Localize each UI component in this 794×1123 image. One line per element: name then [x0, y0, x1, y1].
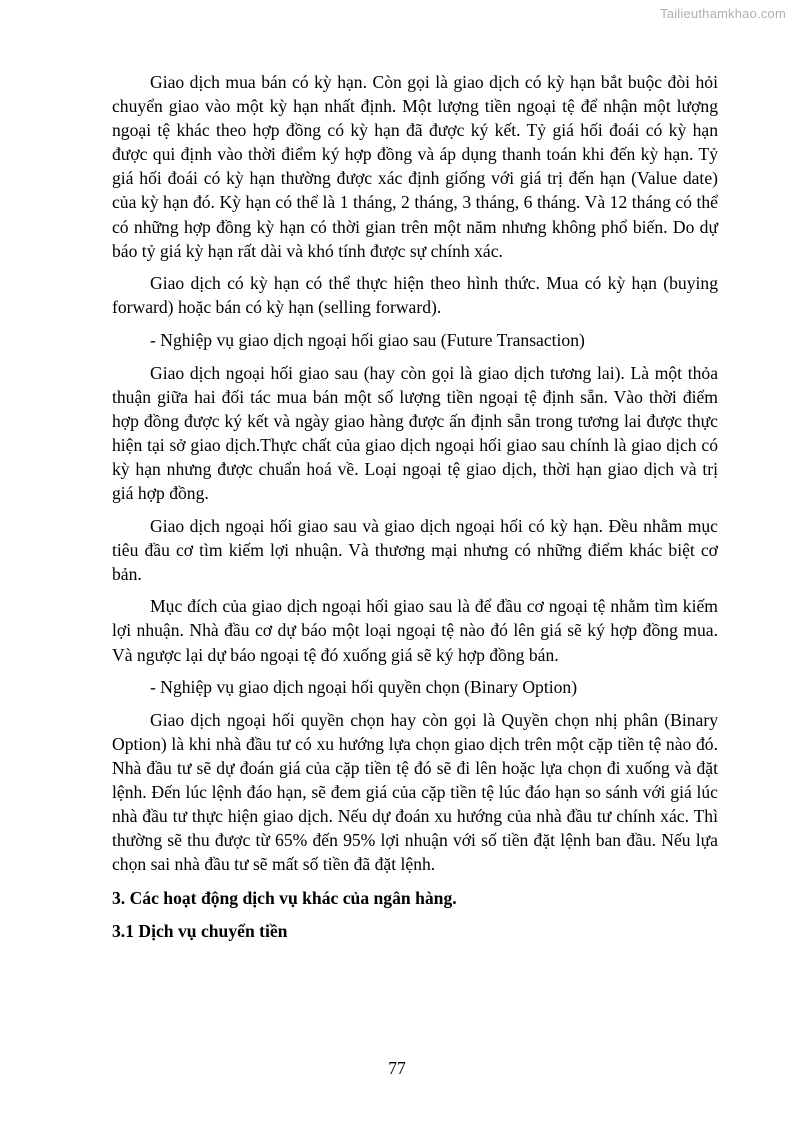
subsection-heading: 3.1 Dịch vụ chuyển tiền — [112, 921, 288, 942]
paragraph-forward-contract: Giao dịch mua bán có kỳ hạn. Còn gọi là giao dịch có kỳ hạn bắt buộc đòi hỏi chuyển giao vào một kỳ hạn nhất định. Một lượng tiền ngoại tệ để nhận một lượng ngoại tệ khác theo hợp đồng có kỳ hạn đã được ký kết. Tỷ giá hối đoái có kỳ hạn được qui định vào thời điểm ký hợp đồng và áp dụng thanh toán khi đến kỳ hạn. Tỷ giá hối đoái có kỳ hạn thường được xác định giống với giá trị đến hạn (Value date) của kỳ hạn đó. Kỳ hạn có thể là 1 tháng, 2 tháng, 3 tháng, 6 tháng. Và 12 tháng có thể có những hợp đồng kỳ hạn có thời gian trên một năm nhưng không phổ biến. Do dự báo tỷ giá kỳ hạn rất dài và khó tính được sự chính xác. — [112, 72, 718, 261]
paragraph-future-definition: Giao dịch ngoại hối giao sau (hay còn gọi là giao dịch tương lai). Là một thỏa thuận giữa hai đối tác mua bán một số lượng tiền ngoại tệ định sẵn. Vào thời điểm hợp đồng được ký kết và ngày giao hàng được ấn định sẵn trong tương lai được thực hiện tại sở giao dịch.Thực chất của giao dịch ngoại hối giao sau chính là giao dịch có kỳ hạn nhưng được chuẩn hoá về. Loại ngoại tệ giao dịch, thời hạn giao dịch và trị giá hợp đồng. — [112, 362, 718, 503]
section-heading: 3. Các hoạt động dịch vụ khác của ngân hàng. — [112, 888, 457, 909]
document-body — [112, 70, 718, 943]
bullet-future-transaction: - Nghiệp vụ giao dịch ngoại hối giao sau (Future Transaction) — [150, 329, 585, 350]
paragraph-forward-forms: Giao dịch có kỳ hạn có thể thực hiện theo hình thức. Mua có kỳ hạn (buying forward) hoặc bán có kỳ hạn (selling forward). — [112, 273, 718, 318]
watermark: Tailieuthamkhao.com — [660, 6, 786, 21]
page-number: 77 — [388, 1058, 406, 1078]
paragraph-future-purpose: Mục đích của giao dịch ngoại hối giao sau là để đầu cơ ngoại tệ nhằm tìm kiếm lợi nhuận. Nhà đầu cơ dự báo một loại ngoại tệ nào đó lên giá sẽ ký hợp đồng mua. Và ngược lại dự báo ngoại tệ đó xuống giá sẽ ký hợp đồng bán. — [112, 596, 718, 665]
paragraph-binary-option: Giao dịch ngoại hối quyền chọn hay còn gọi là Quyền chọn nhị phân (Binary Option) là khi nhà đầu tư có xu hướng lựa chọn giao dịch trên một cặp tiền tệ nào đó. Nhà đầu tư sẽ dự đoán giá của cặp tiền tệ đó sẽ đi lên hoặc lựa chọn đi xuống và đặt lệnh. Đến lúc lệnh đáo hạn, sẽ đem giá của cặp tiền tệ lúc đáo hạn so sánh với giá lúc nhà đầu tư thực hiện giao dịch. Nếu dự đoán xu hướng của nhà đầu tư chính xác. Thì thường sẽ thu được từ 65% đến 95% lợi nhuận với số tiền đặt lệnh ban đầu. Nếu lựa chọn sai nhà đầu tư sẽ mất số tiền đã đặt lệnh. — [112, 709, 718, 875]
bullet-binary-option: - Nghiệp vụ giao dịch ngoại hối quyền chọn (Binary Option) — [150, 677, 578, 698]
paragraph-future-vs-forward: Giao dịch ngoại hối giao sau và giao dịch ngoại hối có kỳ hạn. Đều nhằm mục tiêu đầu cơ tìm kiếm lợi nhuận. Và thương mại nhưng có những điểm khác biệt cơ bản. — [112, 515, 718, 584]
